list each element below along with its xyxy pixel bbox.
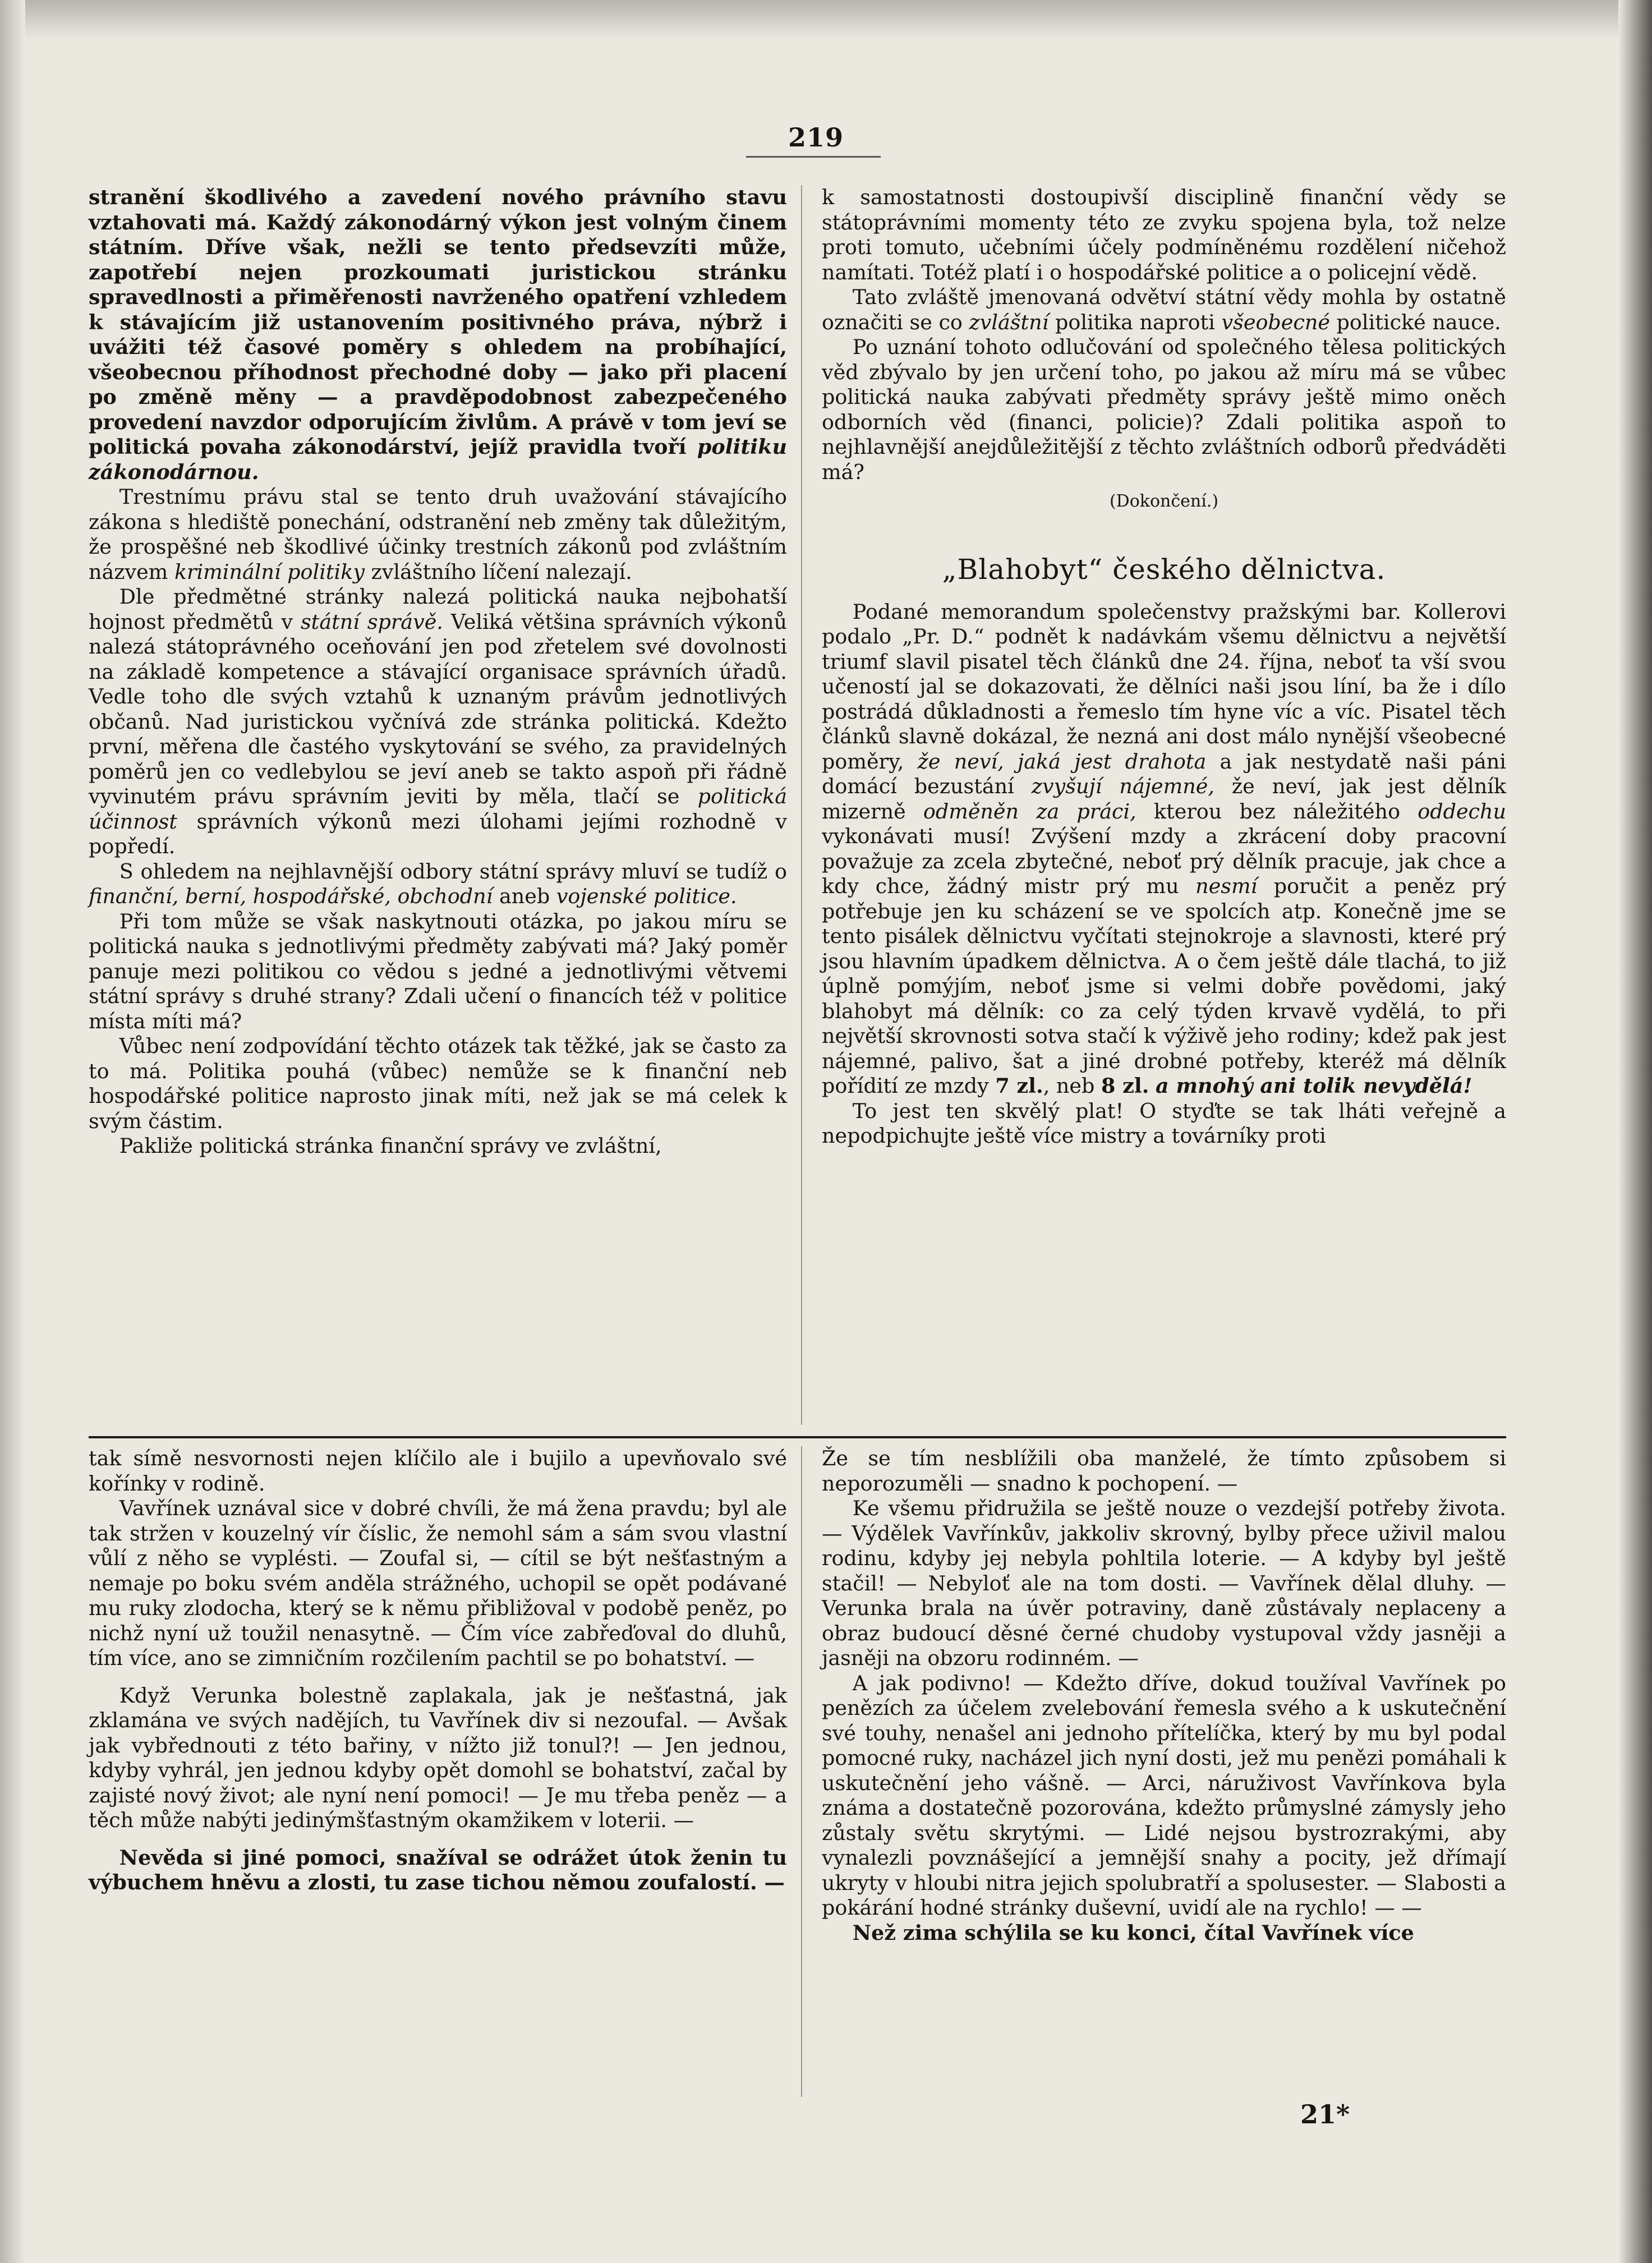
continuation-note: (Dokončení.) <box>1109 491 1219 511</box>
paragraph: Vavřínek uznával sice v dobré chvíli, že má žena pravdu; byl ale tak stržen v kouzelný vír číslic, že nemohl sám a sám svou vlastní vůlí z něho se vyplésti. — Zoufal si, — cítil se být nešťastným a nemaje po boku svém anděla strážného, uchopil se opět podávané mu ruky zlodocha, který se k němu přibližoval v podobě peněz, po nichž nyní už toužil nenasytně. — Čím více zabřeďoval do dluhů, tím více, ano se zimničním rozčilením pachtil se po bohatství. — <box>89 1496 787 1670</box>
paragraph: Po uznání tohoto odlučování od společného tělesa politických věd zbývalo by jen určení toho, po jakou až míru má se vůbec politická nauka zabývati předměty správy ještě mimo oněch odborních věd (financi, policie)? Zdali politika aspoň to nejhlavnější anejdůležitější z těchto zvláštních odborů předváděti má? <box>822 335 1506 484</box>
column-bottom-right <box>822 1446 1506 1945</box>
article-heading: „Blahobyt“ českého dělnictva. <box>942 553 1386 586</box>
text-run <box>1149 1074 1156 1098</box>
emphasis: politiku zákonodárnou. <box>89 435 787 484</box>
text-run: politika naproti <box>1048 310 1222 334</box>
scan-shadow-top <box>0 0 1652 39</box>
paragraph: Než zima schýlila se ku konci, čítal Vavřínek více <box>852 1920 1414 1945</box>
emphasis: odměněn za práci, <box>923 799 1136 824</box>
text-run: S ohledem na nejhlavnější odbory státní správy mluví se tudíž o <box>119 859 787 884</box>
paragraph-spacer <box>89 1671 787 1684</box>
text-run: Veliká většina správních výkonů nalezá státoprávného oceňování jen pod zřetelem své dovolnosti na základě kompetence a stávající organisace správních úřadů. Vedle toho dle svých vztahů k uznaným právům jednotlivých občanů. Nad juristickou vyčnívá zde stránka politická. Kdežto první, měřena dle častého vyskytování se svého, za pravidelných poměrů jen co vedlebylou se jeví aneb se takto aspoň při řádně vyvinutém právu správním jeviti by měla, tlačí se <box>89 609 787 808</box>
bold-amount: 7 zl. <box>995 1074 1043 1098</box>
emphasis: všeobecné <box>1221 310 1330 334</box>
paragraph: A jak podivno! — Kdežto dříve, dokud toužíval Vavřínek po penězích za účelem zvelebování řemesla svého a k uskutečnění své touhy, nenašel ani jednoho přítelíčka, který by mu byl podal pomocné ruky, nacházel jich nyní dosti, jež mu penězi pomáhali k uskutečnění jeho vášně. — Arci, náruživost Vavřínkova byla známa a dostatečně pozorována, kdežto průmyslné zámysly jeho zůstaly světu skrytými. — Lidé nejsou bystrozrakými, aby vynalezli povznášející a jemnější snahy a pocity, jež dřímají ukryty v hloubi nitra jejich spolubratří a spolusester. — Slabosti a pokárání hodné stránky duševní, uvidí ale na rychlo! — — <box>822 1671 1506 1920</box>
emphasis: a mnohý ani tolik nevydělá! <box>1156 1074 1472 1098</box>
paragraph: Když Verunka bolestně zaplakala, jak je nešťastná, jak zklamána ve svých nadějích, tu Vavřínek div si nezoufal. — Avšak jak vybřednouti z této bařiny, v nížto již tonul?! — Jen jednou, kdyby vyhrál, jen jednou kdyby opět domohl se bohatství, začal by zajisté nový život; ale nyní není pomoci! — Je mu třeba peněz — a těch může nabýti jedinýmšťastným okamžikem v loterii. — <box>89 1683 787 1832</box>
scan-shadow-left <box>0 0 25 2263</box>
text-run: politické nauce. <box>1329 310 1501 334</box>
emphasis: zvláštní <box>969 310 1049 334</box>
section-divider-rule <box>89 1436 1506 1438</box>
paragraph: Při tom může se však naskytnouti otázka, po jakou míru se politická nauka s jednotlivými předměty zabývati má? Jaký poměr panuje mezi politikou co vědou s jedné a jednotlivými větvemi státní správy s druhé strany? Zdali učení o financích též v politice místa míti má? <box>89 909 787 1033</box>
paragraph: Pakliže politická stránka finanční správy ve zvláštní, <box>119 1134 662 1158</box>
emphasis: státní správě. <box>300 609 443 634</box>
paragraph: Vůbec není zodpovídání těchto otázek tak těžké, jak se často za to má. Politika pouhá (vůbec) nemůže se k finanční neb hospodářské politice naprosto jinak míti, než jak se má celek k svým částim. <box>89 1034 787 1133</box>
text-run: Trestnímu právu stal se tento druh uvažování stávajícího zákona s hlediště ponechání, odstranění neb změny tak důležitým, že prospěšné neb škodlivé účinky trestních zákonů pod zvláštním názvem <box>89 485 787 584</box>
text-run: Dle předmětné stránky nalezá politická nauka nejbohatší hojnost předmětů v <box>89 585 787 634</box>
emphasis: kriminální politiky <box>174 559 365 584</box>
paragraph <box>89 859 787 909</box>
emphasis: že neví, jaká jest drahota <box>917 749 1207 774</box>
column-top-left <box>89 185 787 1159</box>
text-run: že neví, jak jest dělník mizerně <box>822 774 1507 824</box>
paragraph: tak símě nesvornosti nejen klíčilo ale i bujilo a upevňovalo své kořínky v rodině. <box>89 1446 787 1496</box>
text-run: , neb <box>1043 1074 1101 1098</box>
text-run: kterou bez náležitého <box>1136 799 1418 824</box>
emphasis: politická účinnost <box>89 784 787 834</box>
paragraph <box>89 185 787 485</box>
column-divider <box>801 1446 802 2097</box>
scan-shadow-right <box>1618 0 1652 2263</box>
paragraph <box>89 585 787 859</box>
emphasis: nesmí <box>1195 874 1258 898</box>
paragraph: Ke všemu přidružila se ještě nouze o vezdejší potřeby života. — Výdělek Vavřínkův, jakkoliv skrovný, bylby přece uživil malou rodinu, kdyby jej nebyla pohltila loterie. — A kdyby byl ještě stačil! — Nebyloť ale na tom dosti. — Vavřínek dělal dluhy. — Verunka brala na úvěr potraviny, daně zůstávaly neplaceny a obraz budoucí děsné černé chudoby vystupoval vždy jasněji a jasněji na obzoru rodinném. — <box>822 1496 1506 1670</box>
text-run: stranění škodlivého a zavedení nového právního stavu vztahovati má. Každý zákonodárný výkon jest volným činem státním. Dříve však, nežli se tento předsevzíti může, zapotřebí nejen prozkoumati juristickou stránku spravedlnosti a přiměřenosti navrženého opatření vzhledem k stávajícím již ustanovením positivného práva, nýbrž i uvážiti též časové poměry s ohledem na probíhající, všeobecnou příhodnost přechodné doby — jako při placení po změně měny — a pravděpodobnost zabezpečeného provedení navzdor odporujícím živlům. A právě v tom jeví se politická povaha zákonodárství, jejíž pravidla tvoří <box>89 185 787 459</box>
text-run: a jak nestydatě naši páni domácí bezustání <box>822 749 1506 798</box>
column-divider <box>801 185 802 1425</box>
paragraph: Že se tím nesblížili oba manželé, že tímto způsobem si neporozuměli — snadno k pochopení. — <box>822 1446 1506 1496</box>
paragraph: k samostatnosti dostoupivší disciplině finanční vědy se státoprávními momenty této ze zvyku spojena byla, tož nelze proti tomuto, učebními účely podmíněnému rozdělení ničehož namítati. Totéž platí i o hospodářské politice a o policejní vědě. <box>822 185 1506 284</box>
column-bottom-left <box>89 1446 787 1896</box>
text-run: správních výkonů mezi úlohami jejími rozhodně v popředí. <box>89 809 787 858</box>
paragraph-spacer <box>89 1833 787 1846</box>
paragraph <box>89 485 787 585</box>
header-rule <box>746 156 881 158</box>
emphasis: finanční, berní, hospodářské, obchodní <box>89 884 493 908</box>
text-run: poručit a peněz prý potřebuje jen ku scházení se ve spolcích atp. Konečně jme se tento pisálek dělnictvu vyčítati stejnokroje a slavnosti, které prý jsou hlavním úpadkem dělnictva. A o čem ještě dále tlachá, to již úplně pomýjím, neboť jsme si velmi dobře povědomi, jaký blahobyt má dělník: co za celý týden krvavě vydělá, to při největší skrovnosti sotva stačí k výživě jeho rodiny; kdež pak jest nájemné, palivo, šat a jiné drobné potřeby, kteréž má dělník pořídití ze mzdy <box>822 874 1506 1098</box>
emphasis: vojenské politice. <box>556 884 737 908</box>
paragraph <box>822 600 1506 1099</box>
signature-mark: 21* <box>1300 2099 1350 2129</box>
text-run: zvláštního líčení nalezají. <box>364 559 632 584</box>
text-run: vykonávati musí! Zvýšení mzdy a zkrácení doby pracovní považuje za zcela zbytečné, neboť prý dělník pracuje, jak chce a kdy chce, žádný mistr prý mu <box>822 824 1506 898</box>
column-top-right <box>822 185 1506 1149</box>
text-run: Tato zvláště jmenovaná odvětví státní vědy mohla by ostatně označiti se co <box>822 285 1506 334</box>
text-run: aneb <box>493 884 556 908</box>
paragraph <box>822 285 1506 335</box>
page-number: 219 <box>788 122 844 153</box>
text-run: Podané memorandum společenstvy pražskými bar. Kollerovi podalo „Pr. D.“ podnět k nadávkám všemu dělnictvu a největší triumf slavil pisatel těch článků dne 24. října, neboť ta vší svou učeností jal se dokazovati, že dělníci naši jsou líní, ba že i dílo postrádá důkladnosti a řemeslo tím hyne víc a víc. Pisatel těch článků slavně dokázal, že nezná ani dost málo nynější všeobecné poměry, <box>822 599 1506 774</box>
paragraph: To jest ten skvělý plat! O styďte se tak lháti veřejně a nepodpichujte ještě více mistry a továrníky proti <box>822 1098 1506 1148</box>
bold-amount: 8 zl. <box>1101 1074 1149 1098</box>
paragraph: Nevěda si jiné pomoci, snažíval se odrážet útok ženin tu výbuchem hněvu a zlosti, tu zase tichou němou zoufalostí. — <box>89 1845 787 1894</box>
emphasis: oddechu <box>1418 799 1507 824</box>
emphasis: zvyšují nájemné, <box>1031 774 1214 798</box>
